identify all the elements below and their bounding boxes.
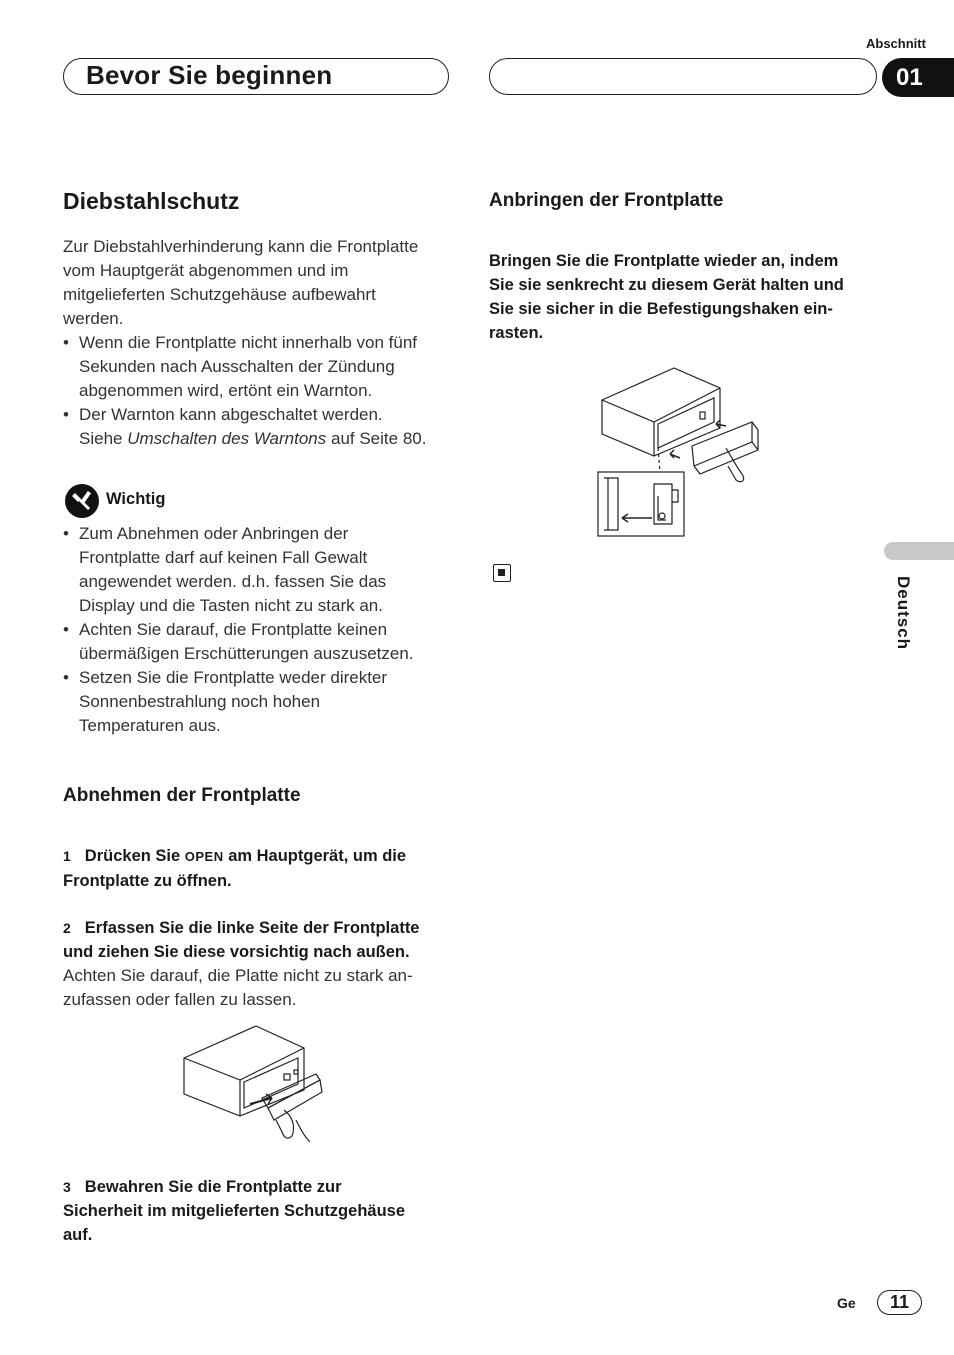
important-bullet [63, 618, 458, 666]
step-line: und ziehen Sie diese vorsichtig nach außen. [63, 943, 410, 961]
remove-faceplate-illustration [180, 1024, 340, 1146]
reference-suffix: auf Seite 80. [326, 429, 427, 448]
step-line [63, 1175, 458, 1199]
intro-line: mitgelieferten Schutzgehäuse aufbewahrt [63, 285, 376, 304]
bullet-warning-tone [63, 331, 458, 403]
step-1 [63, 844, 458, 893]
language-label: Deutsch [894, 576, 913, 651]
important-label: Wichtig [106, 490, 166, 508]
step-3 [63, 1175, 458, 1247]
instruction-line: Sie sie senkrecht zu diesem Gerät halten und [489, 276, 844, 294]
step-2 [63, 916, 458, 964]
bullet-line: Setzen Sie die Frontplatte weder direkter [79, 668, 388, 687]
bullet-reference-line [79, 427, 458, 451]
reference-prefix: Siehe [79, 429, 128, 448]
heading-anbringen: Anbringen der Frontplatte [489, 190, 724, 211]
bullet-dot: • [63, 668, 69, 687]
step-number: 2 [63, 920, 71, 936]
bullet-line: Sekunden nach Ausschalten der Zündung [79, 357, 395, 376]
section-label: Abschnitt [866, 36, 926, 51]
step-number: 1 [63, 848, 71, 864]
open-key-label: OPEN [184, 849, 224, 864]
step-line: Sicherheit im mitgelieferten Schutzgehäuse [63, 1202, 406, 1220]
step-text: Erfassen Sie die linke Seite der Frontplatte [84, 919, 420, 937]
language-code: Ge [837, 1295, 856, 1311]
step-line: auf. [63, 1226, 93, 1244]
bullet-line: Sonnenbestrahlung noch hohen [79, 692, 321, 711]
header-empty-frame [489, 58, 877, 95]
reference-link-text: Umschalten des Warntons [127, 429, 327, 448]
note-line: zufassen oder fallen zu lassen. [63, 990, 297, 1009]
step-line [63, 844, 458, 869]
heading-diebstahlschutz: Diebstahlschutz [63, 188, 240, 214]
bullet-line: Display und die Tasten nicht zu stark an. [79, 596, 383, 615]
bullet-line: Frontplatte darf auf keinen Fall Gewalt [79, 548, 368, 567]
attach-faceplate-illustration [596, 366, 762, 540]
intro-line: Zur Diebstahlverhinderung kann die Frontplatte [63, 237, 419, 256]
bullet-line: übermäßigen Erschütterungen auszusetzen. [79, 644, 414, 663]
note-line: Achten Sie darauf, die Platte nicht zu stark an- [63, 966, 413, 985]
step-text: am Hauptgerät, um die [223, 847, 407, 865]
important-bullet [63, 522, 458, 618]
bullet-line: angewendet werden. d.h. fassen Sie das [79, 572, 387, 591]
bullet-dot: • [63, 405, 69, 424]
important-icon [64, 483, 100, 519]
important-bullet [63, 666, 458, 738]
intro-paragraph [63, 235, 453, 331]
step-2-note [63, 964, 458, 1012]
bullet-line: abgenommen wird, ertönt ein Warnton. [79, 381, 373, 400]
step-text: Drücken Sie [84, 847, 185, 865]
step-number: 3 [63, 1179, 71, 1195]
instruction-line: Bringen Sie die Frontplatte wieder an, indem [489, 252, 839, 270]
intro-line: vom Hauptgerät abgenommen und im [63, 261, 349, 280]
instruction-line: Sie sie sicher in die Befestigungshaken ein- [489, 300, 833, 318]
intro-line: werden. [63, 309, 124, 328]
bullet-line: Zum Abnehmen oder Anbringen der [79, 524, 349, 543]
bullet-disable-tone [63, 403, 458, 451]
bullet-dot: • [63, 524, 69, 543]
bullet-line: Wenn die Frontplatte nicht innerhalb von fünf [79, 333, 418, 352]
bullet-line: Der Warnton kann abgeschaltet werden. [79, 405, 383, 424]
bullet-dot: • [63, 620, 69, 639]
step-line: Frontplatte zu öffnen. [63, 872, 232, 890]
step-text: Bewahren Sie die Frontplatte zur [84, 1178, 342, 1196]
page-title: Bevor Sie beginnen [86, 60, 333, 90]
instruction-line: rasten. [489, 324, 544, 342]
bullet-line: Achten Sie darauf, die Frontplatte keinen [79, 620, 388, 639]
language-tab [884, 542, 954, 560]
end-mark-icon [493, 564, 511, 582]
step-line [63, 916, 458, 940]
bullet-line: Temperaturen aus. [79, 716, 221, 735]
heading-abnehmen: Abnehmen der Frontplatte [63, 785, 301, 806]
attach-instruction [489, 249, 884, 345]
page-number: 11 [877, 1290, 922, 1315]
section-number-badge: 01 [882, 58, 954, 97]
bullet-dot: • [63, 333, 69, 352]
